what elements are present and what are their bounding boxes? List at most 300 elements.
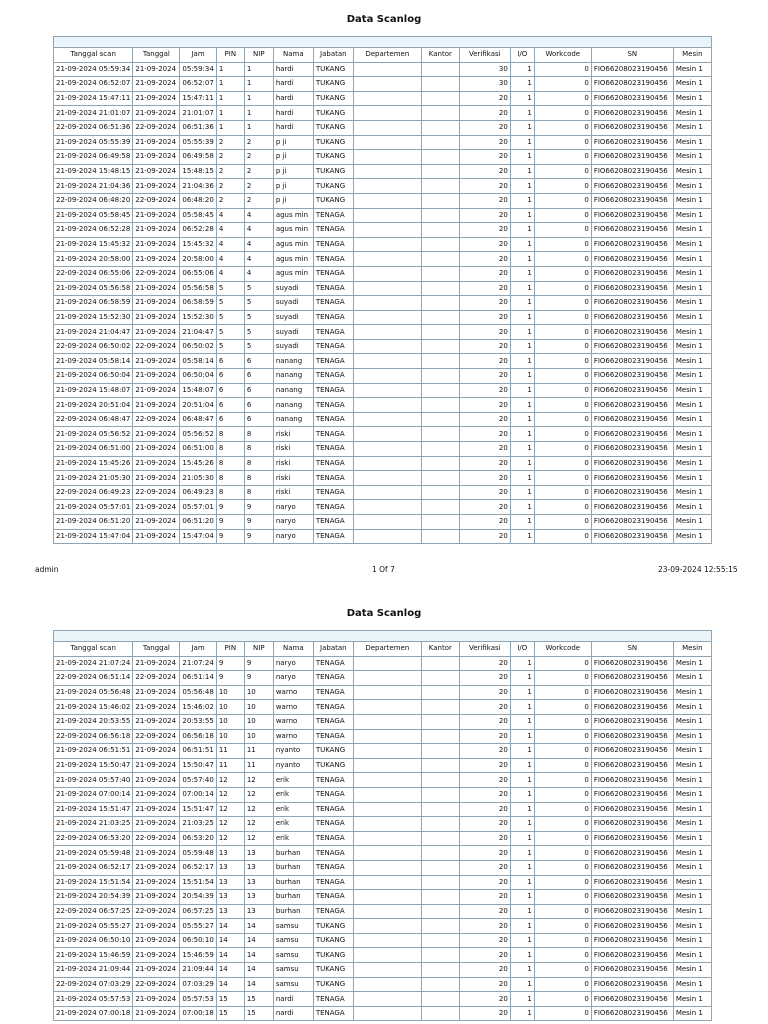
cell-sn: FIO66208023190456 xyxy=(591,325,673,340)
cell-jam: 21:05:30 xyxy=(180,471,216,486)
cell-nama: nardi xyxy=(273,992,313,1007)
cell-nip: 6 xyxy=(244,412,273,427)
cell-nip: 1 xyxy=(244,62,273,77)
cell-pin: 4 xyxy=(216,223,244,238)
cell-tanggal-scan: 21-09-2024 06:52:17 xyxy=(54,860,133,875)
cell-nip: 12 xyxy=(244,802,273,817)
cell-sn: FIO66208023190456 xyxy=(591,875,673,890)
cell-sn: FIO66208023190456 xyxy=(591,296,673,311)
cell-mesin: Mesin 1 xyxy=(673,671,711,686)
cell-verifikasi: 20 xyxy=(459,671,510,686)
cell-nip: 8 xyxy=(244,471,273,486)
cell-nip: 13 xyxy=(244,860,273,875)
cell-nip: 11 xyxy=(244,744,273,759)
cell-tanggal: 21-09-2024 xyxy=(133,700,180,715)
cell-nip: 12 xyxy=(244,787,273,802)
cell-jabatan: TENAGA xyxy=(313,398,353,413)
column-header-tanggal-scan: Tanggal scan xyxy=(54,48,133,63)
cell-mesin: Mesin 1 xyxy=(673,62,711,77)
cell-workcode: 0 xyxy=(534,208,591,223)
cell-tanggal-scan: 21-09-2024 15:45:32 xyxy=(54,237,133,252)
cell-verifikasi: 20 xyxy=(459,846,510,861)
cell-io: 1 xyxy=(510,1006,534,1021)
cell-tanggal: 22-09-2024 xyxy=(133,412,180,427)
cell-mesin: Mesin 1 xyxy=(673,106,711,121)
cell-workcode: 0 xyxy=(534,179,591,194)
cell-tanggal-scan: 21-09-2024 21:05:30 xyxy=(54,471,133,486)
cell-mesin: Mesin 1 xyxy=(673,237,711,252)
cell-nip: 12 xyxy=(244,773,273,788)
cell-sn: FIO66208023190456 xyxy=(591,758,673,773)
cell-jabatan: TUKANG xyxy=(313,758,353,773)
cell-tanggal: 22-09-2024 xyxy=(133,831,180,846)
cell-verifikasi: 20 xyxy=(459,339,510,354)
cell-nama: suyadi xyxy=(273,310,313,325)
cell-workcode: 0 xyxy=(534,237,591,252)
cell-nama: riski xyxy=(273,427,313,442)
cell-departemen xyxy=(353,427,421,442)
cell-verifikasi: 20 xyxy=(459,383,510,398)
cell-tanggal-scan: 22-09-2024 06:48:20 xyxy=(54,193,133,208)
cell-kantor xyxy=(421,135,459,150)
cell-nip: 4 xyxy=(244,252,273,267)
cell-kantor xyxy=(421,252,459,267)
cell-jam: 15:45:26 xyxy=(180,456,216,471)
cell-jam: 20:54:39 xyxy=(180,890,216,905)
cell-kantor xyxy=(421,208,459,223)
cell-tanggal: 21-09-2024 xyxy=(133,398,180,413)
cell-workcode: 0 xyxy=(534,266,591,281)
cell-nip: 10 xyxy=(244,714,273,729)
cell-io: 1 xyxy=(510,106,534,121)
cell-nip: 10 xyxy=(244,700,273,715)
cell-pin: 2 xyxy=(216,164,244,179)
cell-departemen xyxy=(353,500,421,515)
cell-nama: burhan xyxy=(273,890,313,905)
cell-jam: 21:01:07 xyxy=(180,106,216,121)
cell-tanggal-scan: 22-09-2024 06:50:02 xyxy=(54,339,133,354)
cell-tanggal: 21-09-2024 xyxy=(133,656,180,671)
cell-departemen xyxy=(353,77,421,92)
cell-workcode: 0 xyxy=(534,442,591,457)
cell-jabatan: TENAGA xyxy=(313,354,353,369)
cell-kantor xyxy=(421,948,459,963)
cell-kantor xyxy=(421,919,459,934)
cell-tanggal-scan: 22-09-2024 06:48:47 xyxy=(54,412,133,427)
cell-kantor xyxy=(421,485,459,500)
cell-jam: 06:58:59 xyxy=(180,296,216,311)
column-header-mesin: Mesin xyxy=(673,48,711,63)
cell-nip: 6 xyxy=(244,369,273,384)
table-row xyxy=(54,529,712,544)
cell-workcode: 0 xyxy=(534,296,591,311)
cell-departemen xyxy=(353,685,421,700)
cell-nip: 14 xyxy=(244,948,273,963)
cell-sn: FIO66208023190456 xyxy=(591,310,673,325)
cell-sn: FIO66208023190456 xyxy=(591,91,673,106)
cell-tanggal-scan: 22-09-2024 06:57:25 xyxy=(54,904,133,919)
cell-verifikasi: 20 xyxy=(459,773,510,788)
cell-jabatan: TUKANG xyxy=(313,977,353,992)
cell-jam: 15:47:04 xyxy=(180,529,216,544)
cell-kantor xyxy=(421,744,459,759)
table-row xyxy=(54,296,712,311)
cell-tanggal-scan: 21-09-2024 05:57:40 xyxy=(54,773,133,788)
column-header-jabatan: Jabatan xyxy=(313,48,353,63)
cell-mesin: Mesin 1 xyxy=(673,515,711,530)
cell-tanggal-scan: 21-09-2024 06:52:07 xyxy=(54,77,133,92)
cell-departemen xyxy=(353,369,421,384)
cell-tanggal: 21-09-2024 xyxy=(133,963,180,978)
cell-tanggal-scan: 21-09-2024 05:57:01 xyxy=(54,500,133,515)
cell-jabatan: TUKANG xyxy=(313,135,353,150)
cell-pin: 6 xyxy=(216,398,244,413)
cell-pin: 1 xyxy=(216,106,244,121)
cell-nip: 13 xyxy=(244,904,273,919)
cell-nip: 15 xyxy=(244,992,273,1007)
cell-jabatan: TUKANG xyxy=(313,963,353,978)
cell-jabatan: TENAGA xyxy=(313,310,353,325)
column-header-verifikasi: Verifikasi xyxy=(459,48,510,63)
cell-mesin: Mesin 1 xyxy=(673,992,711,1007)
cell-kantor xyxy=(421,310,459,325)
table-row xyxy=(54,223,712,238)
cell-io: 1 xyxy=(510,91,534,106)
table-row xyxy=(54,325,712,340)
cell-jam: 06:52:17 xyxy=(180,860,216,875)
cell-sn: FIO66208023190456 xyxy=(591,266,673,281)
cell-nama: p ji xyxy=(273,193,313,208)
cell-mesin: Mesin 1 xyxy=(673,427,711,442)
cell-io: 1 xyxy=(510,500,534,515)
cell-io: 1 xyxy=(510,339,534,354)
cell-pin: 8 xyxy=(216,442,244,457)
column-header-kantor: Kantor xyxy=(421,48,459,63)
cell-verifikasi: 20 xyxy=(459,106,510,121)
cell-jam: 05:55:39 xyxy=(180,135,216,150)
cell-jam: 06:51:20 xyxy=(180,515,216,530)
table-row xyxy=(54,412,712,427)
table-row xyxy=(54,471,712,486)
cell-jabatan: TENAGA xyxy=(313,904,353,919)
cell-jam: 06:48:47 xyxy=(180,412,216,427)
cell-io: 1 xyxy=(510,977,534,992)
table-row xyxy=(54,398,712,413)
cell-departemen xyxy=(353,91,421,106)
cell-kantor xyxy=(421,266,459,281)
cell-kantor xyxy=(421,773,459,788)
cell-workcode: 0 xyxy=(534,369,591,384)
cell-jabatan: TUKANG xyxy=(313,77,353,92)
cell-tanggal: 21-09-2024 xyxy=(133,106,180,121)
cell-pin: 11 xyxy=(216,744,244,759)
cell-mesin: Mesin 1 xyxy=(673,281,711,296)
cell-io: 1 xyxy=(510,933,534,948)
cell-kantor xyxy=(421,456,459,471)
cell-jabatan: TENAGA xyxy=(313,500,353,515)
cell-tanggal-scan: 21-09-2024 15:48:07 xyxy=(54,383,133,398)
cell-pin: 11 xyxy=(216,758,244,773)
cell-workcode: 0 xyxy=(534,427,591,442)
cell-nip: 1 xyxy=(244,120,273,135)
cell-sn: FIO66208023190456 xyxy=(591,729,673,744)
cell-nama: warno xyxy=(273,714,313,729)
cell-tanggal: 21-09-2024 xyxy=(133,515,180,530)
cell-pin: 14 xyxy=(216,933,244,948)
cell-kantor xyxy=(421,193,459,208)
cell-jabatan: TENAGA xyxy=(313,860,353,875)
cell-jabatan: TENAGA xyxy=(313,427,353,442)
cell-jabatan: TENAGA xyxy=(313,383,353,398)
cell-jam: 15:50:47 xyxy=(180,758,216,773)
table-band xyxy=(54,37,712,48)
column-header-departemen: Departemen xyxy=(353,642,421,657)
cell-workcode: 0 xyxy=(534,802,591,817)
cell-nama: agus min xyxy=(273,237,313,252)
cell-io: 1 xyxy=(510,744,534,759)
cell-pin: 13 xyxy=(216,904,244,919)
cell-mesin: Mesin 1 xyxy=(673,685,711,700)
cell-tanggal-scan: 21-09-2024 05:55:39 xyxy=(54,135,133,150)
cell-tanggal: 21-09-2024 xyxy=(133,252,180,267)
cell-nip: 2 xyxy=(244,193,273,208)
cell-io: 1 xyxy=(510,150,534,165)
cell-verifikasi: 20 xyxy=(459,992,510,1007)
table-row xyxy=(54,208,712,223)
cell-jam: 05:59:34 xyxy=(180,62,216,77)
cell-departemen xyxy=(353,744,421,759)
cell-io: 1 xyxy=(510,831,534,846)
table-row xyxy=(54,919,712,934)
cell-io: 1 xyxy=(510,296,534,311)
cell-mesin: Mesin 1 xyxy=(673,398,711,413)
cell-kantor xyxy=(421,656,459,671)
cell-mesin: Mesin 1 xyxy=(673,817,711,832)
cell-pin: 4 xyxy=(216,266,244,281)
table-row xyxy=(54,164,712,179)
table-row xyxy=(54,904,712,919)
cell-pin: 5 xyxy=(216,281,244,296)
cell-sn: FIO66208023190456 xyxy=(591,471,673,486)
cell-verifikasi: 20 xyxy=(459,500,510,515)
cell-departemen xyxy=(353,339,421,354)
cell-nama: burhan xyxy=(273,846,313,861)
cell-sn: FIO66208023190456 xyxy=(591,77,673,92)
cell-jabatan: TENAGA xyxy=(313,773,353,788)
cell-tanggal: 21-09-2024 xyxy=(133,992,180,1007)
cell-mesin: Mesin 1 xyxy=(673,933,711,948)
cell-sn: FIO66208023190456 xyxy=(591,817,673,832)
cell-departemen xyxy=(353,919,421,934)
cell-jabatan: TENAGA xyxy=(313,787,353,802)
cell-kantor xyxy=(421,977,459,992)
cell-tanggal-scan: 22-09-2024 06:55:06 xyxy=(54,266,133,281)
cell-tanggal-scan: 21-09-2024 15:51:54 xyxy=(54,875,133,890)
table-row xyxy=(54,1006,712,1021)
cell-verifikasi: 20 xyxy=(459,656,510,671)
cell-jam: 05:57:53 xyxy=(180,992,216,1007)
cell-jam: 15:51:54 xyxy=(180,875,216,890)
cell-pin: 8 xyxy=(216,427,244,442)
cell-tanggal: 21-09-2024 xyxy=(133,933,180,948)
cell-verifikasi: 20 xyxy=(459,948,510,963)
cell-workcode: 0 xyxy=(534,500,591,515)
cell-verifikasi: 20 xyxy=(459,685,510,700)
cell-jabatan: TUKANG xyxy=(313,62,353,77)
cell-verifikasi: 20 xyxy=(459,252,510,267)
cell-io: 1 xyxy=(510,875,534,890)
column-header-sn: SN xyxy=(591,48,673,63)
cell-jam: 15:51:47 xyxy=(180,802,216,817)
table-row xyxy=(54,948,712,963)
table-header-row xyxy=(54,642,712,657)
cell-mesin: Mesin 1 xyxy=(673,164,711,179)
column-header-nip: NIP xyxy=(244,642,273,657)
cell-verifikasi: 20 xyxy=(459,412,510,427)
cell-jabatan: TENAGA xyxy=(313,700,353,715)
cell-mesin: Mesin 1 xyxy=(673,442,711,457)
cell-mesin: Mesin 1 xyxy=(673,758,711,773)
cell-io: 1 xyxy=(510,471,534,486)
cell-departemen xyxy=(353,802,421,817)
cell-workcode: 0 xyxy=(534,515,591,530)
cell-workcode: 0 xyxy=(534,91,591,106)
cell-nama: warno xyxy=(273,729,313,744)
cell-nip: 14 xyxy=(244,919,273,934)
cell-jam: 15:52:30 xyxy=(180,310,216,325)
cell-pin: 10 xyxy=(216,714,244,729)
cell-sn: FIO66208023190456 xyxy=(591,963,673,978)
cell-nama: nanang xyxy=(273,369,313,384)
cell-departemen xyxy=(353,354,421,369)
cell-pin: 1 xyxy=(216,62,244,77)
cell-io: 1 xyxy=(510,758,534,773)
cell-sn: FIO66208023190456 xyxy=(591,890,673,905)
cell-nip: 14 xyxy=(244,977,273,992)
table-row xyxy=(54,77,712,92)
cell-verifikasi: 20 xyxy=(459,933,510,948)
cell-nama: hardi xyxy=(273,91,313,106)
cell-pin: 1 xyxy=(216,77,244,92)
cell-departemen xyxy=(353,106,421,121)
table-row xyxy=(54,875,712,890)
cell-nama: burhan xyxy=(273,875,313,890)
cell-mesin: Mesin 1 xyxy=(673,802,711,817)
cell-tanggal: 21-09-2024 xyxy=(133,354,180,369)
cell-tanggal-scan: 21-09-2024 05:58:14 xyxy=(54,354,133,369)
cell-tanggal: 22-09-2024 xyxy=(133,485,180,500)
cell-pin: 8 xyxy=(216,456,244,471)
cell-nama: p ji xyxy=(273,150,313,165)
cell-verifikasi: 20 xyxy=(459,802,510,817)
cell-tanggal: 21-09-2024 xyxy=(133,948,180,963)
cell-departemen xyxy=(353,179,421,194)
cell-io: 1 xyxy=(510,963,534,978)
cell-tanggal: 21-09-2024 xyxy=(133,223,180,238)
cell-pin: 2 xyxy=(216,150,244,165)
cell-io: 1 xyxy=(510,266,534,281)
footer-page-number: 1 Of 7 xyxy=(372,565,395,574)
cell-kantor xyxy=(421,904,459,919)
table-row xyxy=(54,485,712,500)
cell-workcode: 0 xyxy=(534,412,591,427)
cell-departemen xyxy=(353,266,421,281)
cell-sn: FIO66208023190456 xyxy=(591,1006,673,1021)
cell-sn: FIO66208023190456 xyxy=(591,120,673,135)
cell-mesin: Mesin 1 xyxy=(673,354,711,369)
cell-io: 1 xyxy=(510,398,534,413)
cell-io: 1 xyxy=(510,193,534,208)
cell-jam: 06:51:51 xyxy=(180,744,216,759)
cell-departemen xyxy=(353,904,421,919)
cell-kantor xyxy=(421,1006,459,1021)
cell-verifikasi: 20 xyxy=(459,427,510,442)
cell-kantor xyxy=(421,992,459,1007)
cell-sn: FIO66208023190456 xyxy=(591,354,673,369)
cell-workcode: 0 xyxy=(534,193,591,208)
cell-jam: 07:03:29 xyxy=(180,977,216,992)
cell-io: 1 xyxy=(510,714,534,729)
cell-nip: 6 xyxy=(244,354,273,369)
cell-jabatan: TENAGA xyxy=(313,296,353,311)
cell-kantor xyxy=(421,77,459,92)
cell-workcode: 0 xyxy=(534,325,591,340)
column-header-io: I/O xyxy=(510,642,534,657)
cell-departemen xyxy=(353,729,421,744)
cell-nip: 9 xyxy=(244,529,273,544)
cell-workcode: 0 xyxy=(534,135,591,150)
cell-sn: FIO66208023190456 xyxy=(591,150,673,165)
cell-tanggal-scan: 21-09-2024 05:55:27 xyxy=(54,919,133,934)
cell-pin: 6 xyxy=(216,383,244,398)
cell-io: 1 xyxy=(510,325,534,340)
cell-departemen xyxy=(353,398,421,413)
cell-verifikasi: 20 xyxy=(459,714,510,729)
cell-jabatan: TUKANG xyxy=(313,919,353,934)
cell-tanggal: 22-09-2024 xyxy=(133,671,180,686)
cell-tanggal-scan: 22-09-2024 06:56:18 xyxy=(54,729,133,744)
cell-io: 1 xyxy=(510,846,534,861)
cell-nama: suyadi xyxy=(273,296,313,311)
cell-mesin: Mesin 1 xyxy=(673,412,711,427)
scanlog-table xyxy=(53,36,712,544)
cell-nip: 5 xyxy=(244,296,273,311)
cell-kantor xyxy=(421,281,459,296)
cell-departemen xyxy=(353,120,421,135)
cell-nama: hardi xyxy=(273,77,313,92)
cell-nama: samsu xyxy=(273,933,313,948)
cell-jabatan: TUKANG xyxy=(313,948,353,963)
cell-tanggal-scan: 21-09-2024 15:46:02 xyxy=(54,700,133,715)
cell-nama: erik xyxy=(273,802,313,817)
cell-io: 1 xyxy=(510,860,534,875)
cell-jam: 06:51:36 xyxy=(180,120,216,135)
cell-sn: FIO66208023190456 xyxy=(591,135,673,150)
cell-nama: agus min xyxy=(273,223,313,238)
cell-jabatan: TUKANG xyxy=(313,106,353,121)
cell-workcode: 0 xyxy=(534,860,591,875)
cell-nama: p ji xyxy=(273,135,313,150)
cell-verifikasi: 20 xyxy=(459,266,510,281)
column-header-workcode: Workcode xyxy=(534,48,591,63)
cell-nip: 13 xyxy=(244,890,273,905)
cell-pin: 4 xyxy=(216,252,244,267)
cell-nama: hardi xyxy=(273,106,313,121)
cell-mesin: Mesin 1 xyxy=(673,714,711,729)
cell-jam: 21:07:24 xyxy=(180,656,216,671)
cell-mesin: Mesin 1 xyxy=(673,904,711,919)
cell-jam: 06:50:10 xyxy=(180,933,216,948)
